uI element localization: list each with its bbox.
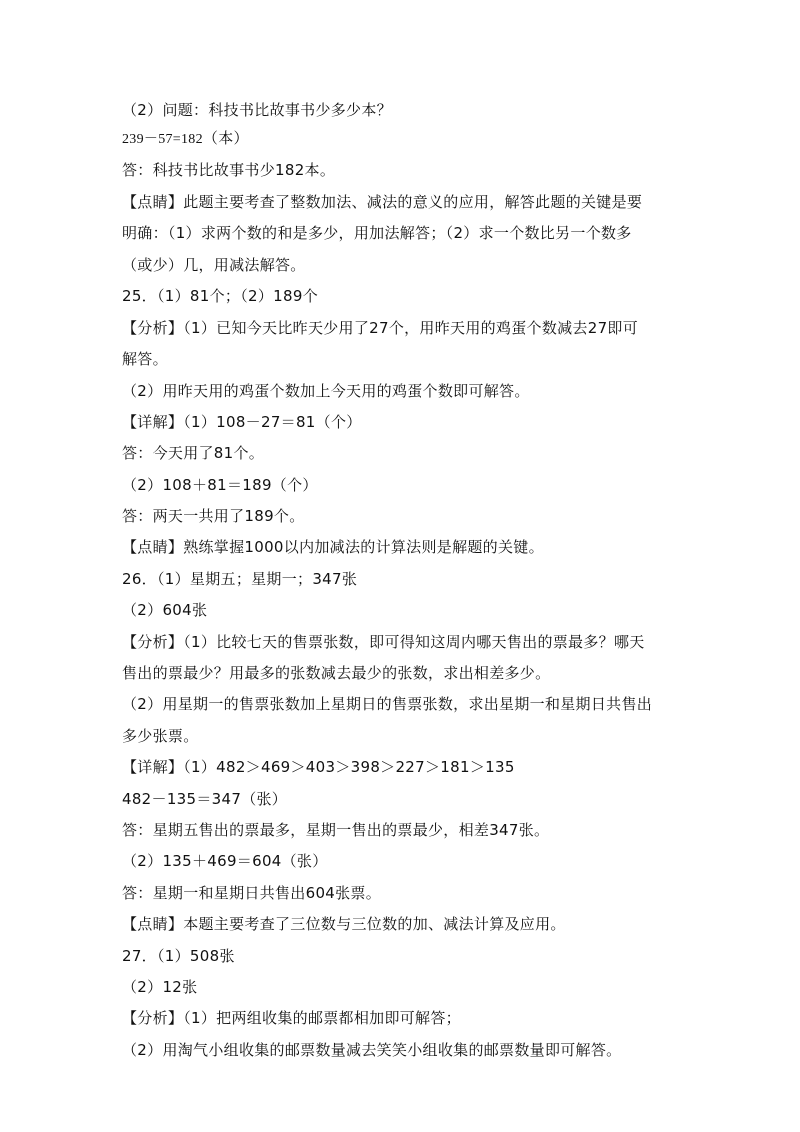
answer-line: 答：星期五售出的票最多，星期一售出的票最少，相差347张。 — [122, 821, 550, 839]
text-line: （2）135＋469＝604（张） — [122, 852, 328, 870]
question-header: 27．（1）508张 — [122, 947, 235, 965]
text-line: 【分析】（1）已知今天比昨天少用了27个，用昨天用的鸡蛋个数减去27即可 — [122, 319, 639, 337]
text-line: 【点睛】此题主要考查了整数加法、减法的意义的应用，解答此题的关键是要 — [122, 193, 643, 211]
text-line: （2）用昨天用的鸡蛋个数加上今天用的鸡蛋个数即可解答。 — [122, 382, 530, 400]
text-line: 【点睛】熟练掌握1000以内加减法的计算法则是解题的关键。 — [122, 538, 544, 556]
text-line: 【分析】（1）比较七天的售票张数，即可得知这周内哪天售出的票最多？哪天 — [122, 633, 645, 651]
text-line: 【详解】（1）482＞469＞403＞398＞227＞181＞135 — [122, 758, 515, 776]
text-line: （2）问题：科技书比故事书少多少本？ — [122, 101, 392, 119]
text-line: （2）用淘气小组收集的邮票数量减去笑笑小组收集的邮票数量即可解答。 — [122, 1041, 622, 1059]
text-line: （2）用星期一的售票张数加上星期日的售票张数，求出星期一和星期日共售出 — [122, 695, 653, 713]
text-line: 售出的票最少？用最多的张数减去最少的张数，求出相差多少。 — [122, 664, 551, 682]
text-line: （2）604张 — [122, 601, 208, 619]
text-line: 多少张票。 — [122, 727, 199, 745]
text-line: 解答。 — [122, 350, 168, 368]
text-line: 482－135＝347（张） — [122, 790, 288, 808]
text-line: 【点睛】本题主要考查了三位数与三位数的加、减法计算及应用。 — [122, 915, 566, 933]
formula-unit: （本） — [202, 129, 249, 147]
text-line: 【分析】（1）把两组收集的邮票都相加即可解答； — [122, 1009, 461, 1027]
text-line: 明确：（1）求两个数的和是多少，用加法解答；（2）求一个数比另一个数多 — [122, 224, 632, 242]
text-line: （2）12张 — [122, 978, 198, 996]
answer-line: 答：科技书比故事书少182本。 — [122, 161, 336, 179]
formula-line — [122, 128, 249, 150]
question-header: 26．（1）星期五；星期一；347张 — [122, 570, 358, 588]
answer-line: 答：今天用了81个。 — [122, 444, 265, 462]
answer-line: 答：两天一共用了189个。 — [122, 507, 305, 525]
answer-line: 答：星期一和星期日共售出604张票。 — [122, 884, 382, 902]
text-line: 【详解】（1）108－27＝81（个） — [122, 413, 362, 431]
question-header: 25．（1）81个；（2）189个 — [122, 287, 318, 305]
text-line: （或少）几，用减法解答。 — [122, 256, 306, 274]
text-line: （2）108＋81＝189（个） — [122, 476, 318, 494]
formula-expression: 239－57=182 — [122, 132, 203, 147]
